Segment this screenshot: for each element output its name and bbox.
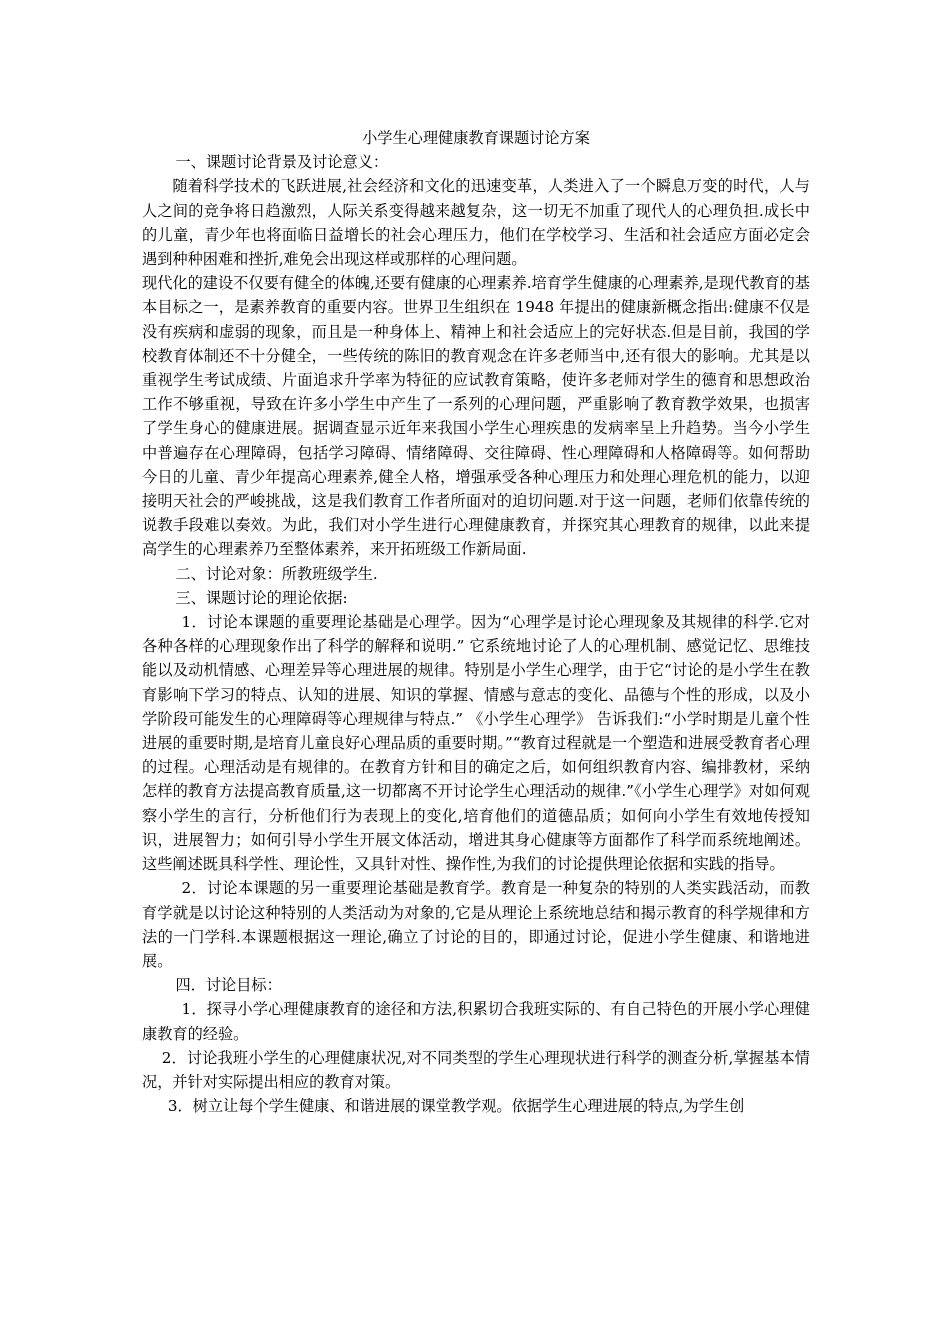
paragraph-importance: 现代化的建设不仅要有健全的体魄,还要有健康的心理素养.培育学生健康的心理素养,是现代教育的基本目标之一，是素养教育的重要内容。世界卫生组织在 1948 年提出的健康新概念指出:健康不仅是没有疾病和虚弱的现象，而且是一种身体上、精神上和社会适应上的完好状态.但是目前，我国的学校教育体制还不十分健全，一些传统的陈旧的教育观念在许多老师当中,还有很大的影响。尤其是以重视学生考试成绩、片面追求升学率为特征的应试教育策略，使许多老师对学生的德育和思想政治工作不够重视，导致在许多小学生中产生了一系列的心理问题，严重影响了教育教学效果，也损害了学生身心的健康进展。据调查显示近年来我国小学生心理疾患的发病率呈上升趋势。当今小学生中普遍存在心理障碍，包括学习障碍、情绪障碍、交往障碍、性心理障碍和人格障碍等。如何帮助今日的儿童、青少年提高心理素养,健全人格，增强承受各种心理压力和处理心理危机的能力，以迎接明天社会的严峻挑战，这是我们教育工作者所面对的迫切问题.对于这一问题，老师们依靠传统的说教手段难以奏效。为此，我们对小学生进行心理健康教育，并探究其心理教育的规律，以此来提高学生的心理素养乃至整体素养，来开拓班级工作新局面. xyxy=(142,274,810,559)
document-title: 小学生心理健康教育课题讨论方案 xyxy=(362,129,590,147)
goal-item-1: 1．探寻小学心理健康教育的途径和方法,积累切合我班实际的、有自己特色的开展小学心理健康教育的经验。 xyxy=(142,1000,810,1043)
goal-item-3: 3．树立让每个学生健康、和谐进展的课堂教学观。依据学生心理进展的特点,为学生创 xyxy=(167,1097,745,1116)
section-heading-goals: 四．讨论目标： xyxy=(175,976,282,995)
section-heading-subjects: 二、讨论对象：所教班级学生. xyxy=(175,564,378,583)
section-heading-background: 一、课题讨论背景及讨论意义： xyxy=(175,153,389,172)
paragraph-theory-pedagogy: 2．讨论本课题的另一重要理论基础是教育学。教育是一种复杂的特别的人类实践活动，而教育学就是以讨论这种特别的人类活动为对象的,它是从理论上系统地总结和揭示教育的科学规律和方法的一门学科.本课题根据这一理论,确立了讨论的目的，即通过讨论，促进小学生健康、和谐地进展。 xyxy=(142,879,810,970)
paragraph-background: 随着科学技术的飞跃进展,社会经济和文化的迅速变革，人类进入了一个瞬息万变的时代，人与人之间的竞争将日趋激烈，人际关系变得越来越复杂，这一切无不加重了现代人的心理负担.成长中的儿童，青少年也将面临日益增长的社会心理压力，他们在学校学习、生活和社会适应方面必定会遇到种种困难和挫折,难免会出现这样或那样的心理问题。 xyxy=(142,177,810,269)
section-heading-theory: 三、课题讨论的理论依据: xyxy=(175,588,348,607)
document-page xyxy=(142,126,810,1118)
paragraph-theory-psychology: 1．讨论本课题的重要理论基础是心理学。因为“心理学是讨论心理现象及其规律的科学.它对各种各样的心理现象作出了科学的解释和说明.” 它系统地讨论了人的心理机制、感觉记忆、思维技能以及动机情感、心理差异等心理进展的规律。特别是小学生心理学，由于它“讨论的是小学生在教育影响下学习的特点、认知的进展、知识的掌握、情感与意志的变化、品德与个性的形成，以及小学阶段可能发生的心理障碍等心理规律与特点.” 《小学生心理学》 告诉我们:“小学时期是儿童个性进展的重要时期,是培育儿童良好心理品质的重要时期。”“教育过程就是一个塑造和进展受教育者心理的过程。心理活动是有规律的。在教育方针和目的确定之后，如何组织教育内容、编排教材，采纳怎样的教育方法提高教育质量,这一切都离不开讨论学生心理活动的规律.”《小学生心理学》对如何观察小学生的言行，分析他们行为表现上的变化,培育他们的道德品质；如何向小学生有效地传授知识，进展智力；如何引导小学生开展文体活动，增进其身心健康等方面都作了科学而系统地阐述。这些阐述既具科学性、理论性，又具针对性、操作性,为我们的讨论提供理论依据和实践的指导。 xyxy=(142,613,810,874)
goal-item-2: 2．讨论我班小学生的心理健康状况,对不同类型的学生心理现状进行科学的测查分析,掌握基本情况，并针对实际提出相应的教育对策。 xyxy=(142,1048,810,1091)
